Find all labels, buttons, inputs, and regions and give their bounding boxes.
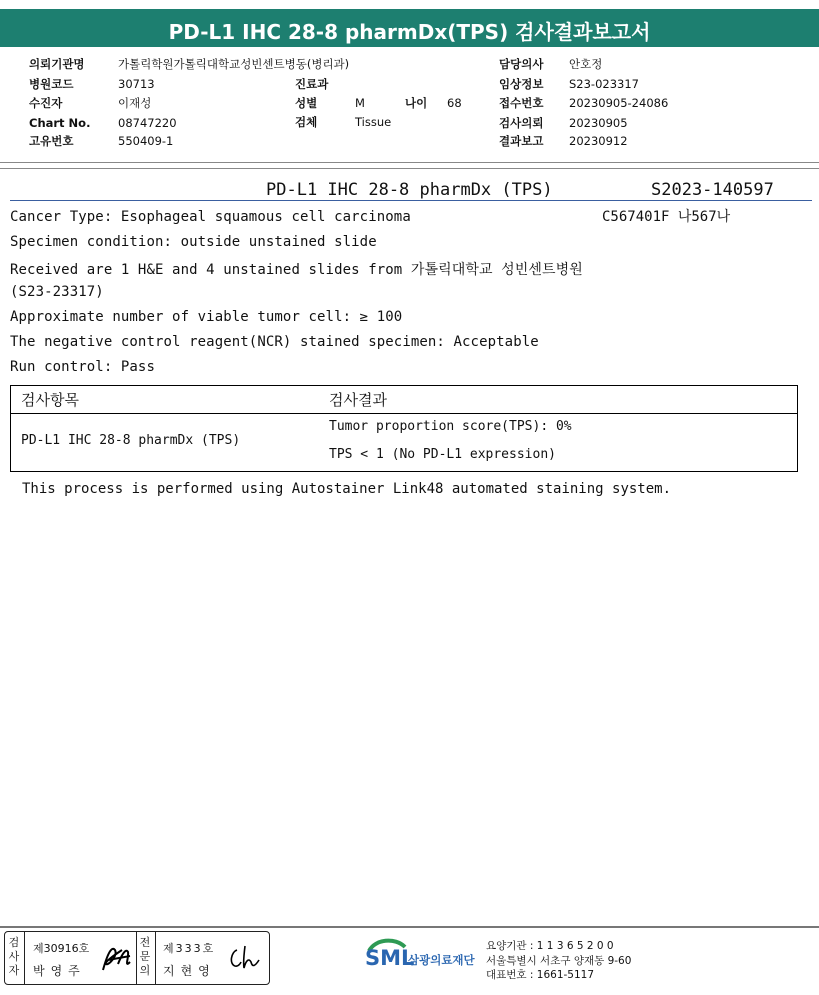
specialist-license-no: 제333호 — [163, 942, 216, 955]
report-code: C567401F 나567나 — [602, 209, 731, 225]
specimen-label: 검체 — [295, 115, 318, 129]
hospital-code-value: 30713 — [118, 77, 155, 91]
test-item-header: 검사항목 — [21, 391, 79, 409]
result-table — [10, 385, 798, 472]
footer-divider — [0, 926, 819, 928]
doctor-value: 안호정 — [569, 57, 603, 71]
case-number-line: (S23-23317) — [10, 284, 104, 300]
report-title-bar — [0, 9, 819, 47]
examiner-name: 박영주 — [33, 964, 86, 978]
tps-score-cell: Tumor proportion score(TPS): 0% — [329, 419, 572, 434]
received-slides-line: Received are 1 H&E and 4 unstained slides from 가톨릭대학교 성빈센트병원 — [10, 262, 583, 278]
test-name-cell: PD-L1 IHC 28-8 pharmDx (TPS) — [21, 433, 241, 448]
report-date-label: 결과보고 — [499, 134, 544, 148]
run-control-line: Run control: Pass — [10, 359, 155, 375]
unique-no-value: 550409-1 — [118, 134, 174, 148]
signature-divider — [155, 932, 156, 984]
specialist-signature — [227, 942, 263, 974]
process-note: This process is performed using Autostainer Link48 automated staining system. — [22, 481, 672, 497]
specialist-name: 지현영 — [163, 964, 216, 978]
test-result-header: 검사결과 — [329, 391, 387, 409]
examiner-signature — [100, 942, 134, 976]
viable-tumor-line: Approximate number of viable tumor cell: ≥ 100 — [10, 309, 403, 325]
specimen-value: Tissue — [355, 115, 392, 129]
header-divider-2 — [0, 168, 819, 169]
examiner-license-no: 제30916호 — [33, 942, 90, 955]
specimen-condition-line: Specimen condition: outside unstained slide — [10, 234, 377, 250]
patient-label: 수진자 — [29, 96, 63, 110]
table-row-divider — [11, 413, 797, 414]
receipt-no-value: 20230905-24086 — [569, 96, 669, 110]
request-date-label: 검사의뢰 — [499, 116, 544, 130]
signature-divider — [136, 932, 137, 984]
request-date-value: 20230905 — [569, 116, 628, 130]
patient-value: 이재성 — [118, 96, 152, 110]
org-name: 삼광의료재단 — [408, 953, 475, 967]
negative-control-line: The negative control reagent(NCR) stained specimen: Acceptable — [10, 334, 539, 350]
org-phone: 대표번호 : 1661-5117 — [486, 969, 595, 981]
report-date-value: 20230912 — [569, 134, 628, 148]
institution-label: 의뢰기관명 — [29, 57, 85, 71]
age-value: 68 — [447, 96, 462, 110]
clinical-info-value: S23-023317 — [569, 77, 639, 91]
org-address: 서울특별시 서초구 양재동 9-60 — [486, 955, 632, 967]
specialist-label: 전문의 — [139, 936, 151, 977]
org-abbreviation: SML — [365, 946, 415, 970]
report-test-title: PD-L1 IHC 28-8 pharmDx (TPS) — [266, 180, 553, 200]
department-label: 진료과 — [295, 77, 329, 91]
age-label: 나이 — [405, 96, 428, 110]
institution-value: 가톨릭학원가톨릭대학교성빈센트병동(병리과) — [118, 57, 350, 71]
signature-divider — [24, 932, 25, 984]
sml-logo — [365, 937, 483, 977]
sex-value: M — [355, 96, 365, 110]
chart-no-label: Chart No. — [29, 116, 91, 130]
header-divider — [0, 162, 819, 163]
signature-box — [4, 931, 270, 985]
document-title: PD-L1 IHC 28-8 pharmDx(TPS) 검사결과보고서 — [168, 20, 651, 44]
report-number: S2023-140597 — [651, 180, 774, 200]
clinical-info-label: 임상정보 — [499, 77, 544, 91]
chart-no-value: 08747220 — [118, 116, 177, 130]
hospital-code-label: 병원코드 — [29, 77, 74, 91]
institution-code: 요양기관 : 1 1 3 6 5 2 0 0 — [486, 940, 614, 952]
receipt-no-label: 접수번호 — [499, 96, 544, 110]
sex-label: 성별 — [295, 96, 318, 110]
tps-interpretation-cell: TPS < 1 (No PD-L1 expression) — [329, 447, 556, 462]
report-title-rule — [10, 200, 812, 201]
cancer-type-line: Cancer Type: Esophageal squamous cell carcinoma — [10, 209, 411, 225]
examiner-label: 검사자 — [8, 936, 20, 977]
unique-no-label: 고유번호 — [29, 134, 74, 148]
doctor-label: 담당의사 — [499, 57, 544, 71]
